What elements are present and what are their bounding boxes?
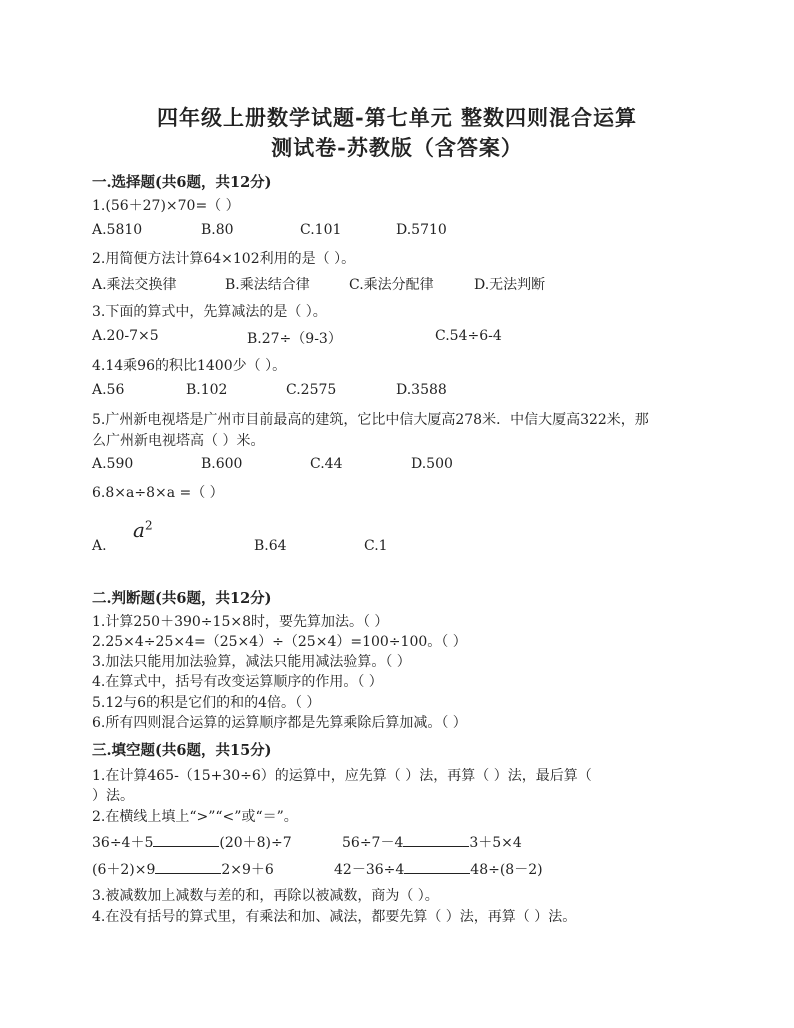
choice-q2-options (92, 274, 712, 294)
choice-q6-options (92, 538, 712, 558)
option-b: B.102 (186, 382, 228, 398)
option-b: B.600 (201, 456, 243, 472)
option-d: D.无法判断 (474, 277, 546, 293)
judge-q4: 4.在算式中，括号有改变运算顺序的作用。（ ） (92, 674, 383, 690)
answer-blank[interactable] (403, 832, 469, 847)
compare-row-1-right (342, 832, 522, 852)
compare-row-2-right (334, 859, 543, 879)
answer-blank[interactable] (155, 859, 221, 874)
option-a: A.5810 (92, 222, 143, 238)
choice-q3: 3.下面的算式中，先算减法的是（ ）。 (92, 304, 327, 320)
judge-q6: 6.所有四则混合运算的运算顺序都是先算乘除后算加减。（ ） (92, 715, 467, 731)
fill-q3: 3.被减数加上减数与差的和，再除以被减数，商为（ ）。 (92, 888, 439, 904)
math-base: a (133, 518, 145, 542)
option-c: C.44 (310, 456, 343, 472)
option-a: A.乘法交换律 (92, 277, 177, 293)
fill-q1-line-2: ）法。 (92, 788, 134, 804)
section-choice-heading: 一.选择题(共6题，共12分) (92, 174, 272, 191)
option-d: D.3588 (396, 382, 447, 398)
option-c: C.乘法分配律 (349, 277, 434, 293)
compare-expr: 3＋5×4 (469, 835, 522, 851)
title-line-2: 测试卷-苏教版（含答案） (271, 135, 523, 160)
judge-q3: 3.加法只能用加法验算，减法只能用减法验算。（ ） (92, 654, 411, 670)
choice-q6: 6.8×a÷8×a =（ ） (92, 485, 224, 501)
section-judge-heading: 二.判断题(共6题，共12分) (92, 590, 272, 607)
compare-expr: (6＋2)×9 (92, 862, 156, 878)
title-line-1: 四年级上册数学试题-第七单元 整数四则混合运算 (156, 105, 638, 130)
judge-q2: 2.25×4÷25×4=（25×4）÷（25×4）=100÷100。（ ） (92, 634, 467, 650)
section-fill-heading: 三.填空题(共6题，共15分) (92, 742, 272, 759)
compare-expr: 42－36÷4 (334, 862, 405, 878)
compare-expr: (20＋8)÷7 (219, 835, 292, 851)
math-exponent: 2 (144, 518, 153, 533)
choice-q5-line-1: 5.广州新电视塔是广州市目前最高的建筑，它比中信大厦高278米．中信大厦高322米，那 (92, 412, 649, 428)
choice-q5-options (92, 456, 712, 476)
option-a: A.20-7×5 (92, 328, 159, 344)
option-a: A.56 (92, 382, 125, 398)
option-b: B.乘法结合律 (225, 277, 310, 293)
choice-q3-options (92, 328, 712, 348)
fill-q2: 2.在横线上填上“>”“<”或“＝”。 (92, 809, 298, 825)
option-a: A.590 (92, 456, 134, 472)
option-d: D.5710 (396, 222, 447, 238)
option-b: B.27÷（9-3） (247, 331, 342, 347)
fill-q1-line-1: 1.在计算465-（15+30÷6）的运算中，应先算（ ）法，再算（ ）法，最后算（ (92, 768, 592, 784)
option-b: B.64 (254, 538, 287, 554)
compare-expr: 56÷7－4 (342, 835, 404, 851)
judge-q5: 5.12与6的积是它们的和的4倍。（ ） (92, 695, 321, 711)
option-c: C.101 (300, 222, 342, 238)
choice-q5-line-2: 么广州新电视塔高（ ）米。 (92, 433, 265, 449)
choice-q4-options (92, 382, 712, 402)
compare-expr: 2×9＋6 (221, 862, 274, 878)
answer-blank[interactable] (404, 859, 470, 874)
option-a: A. (92, 538, 107, 554)
option-d: D.500 (411, 456, 453, 472)
option-b: B.80 (201, 222, 234, 238)
compare-expr: 36÷4＋5 (92, 835, 154, 851)
option-c: C.2575 (286, 382, 337, 398)
choice-q2: 2.用简便方法计算64×102利用的是（ ）。 (92, 251, 356, 267)
answer-blank[interactable] (153, 832, 219, 847)
choice-q1: 1.(56＋27)×70=（ ） (92, 198, 240, 214)
compare-row-1-left (92, 832, 292, 852)
choice-q4: 4.14乘96的积比1400少（ ）。 (92, 358, 287, 374)
fill-q4: 4.在没有括号的算式里，有乘法和加、减法，都要先算（ ）法，再算（ ）法。 (92, 909, 577, 925)
choice-q1-options (92, 222, 712, 242)
compare-row-2-left (92, 859, 274, 879)
compare-expr: 48÷(8－2) (470, 862, 543, 878)
judge-q1: 1.计算250＋390÷15×8时，要先算加法。（ ） (92, 614, 389, 630)
option-c: C.54÷6-4 (435, 328, 502, 344)
option-c: C.1 (364, 538, 388, 554)
